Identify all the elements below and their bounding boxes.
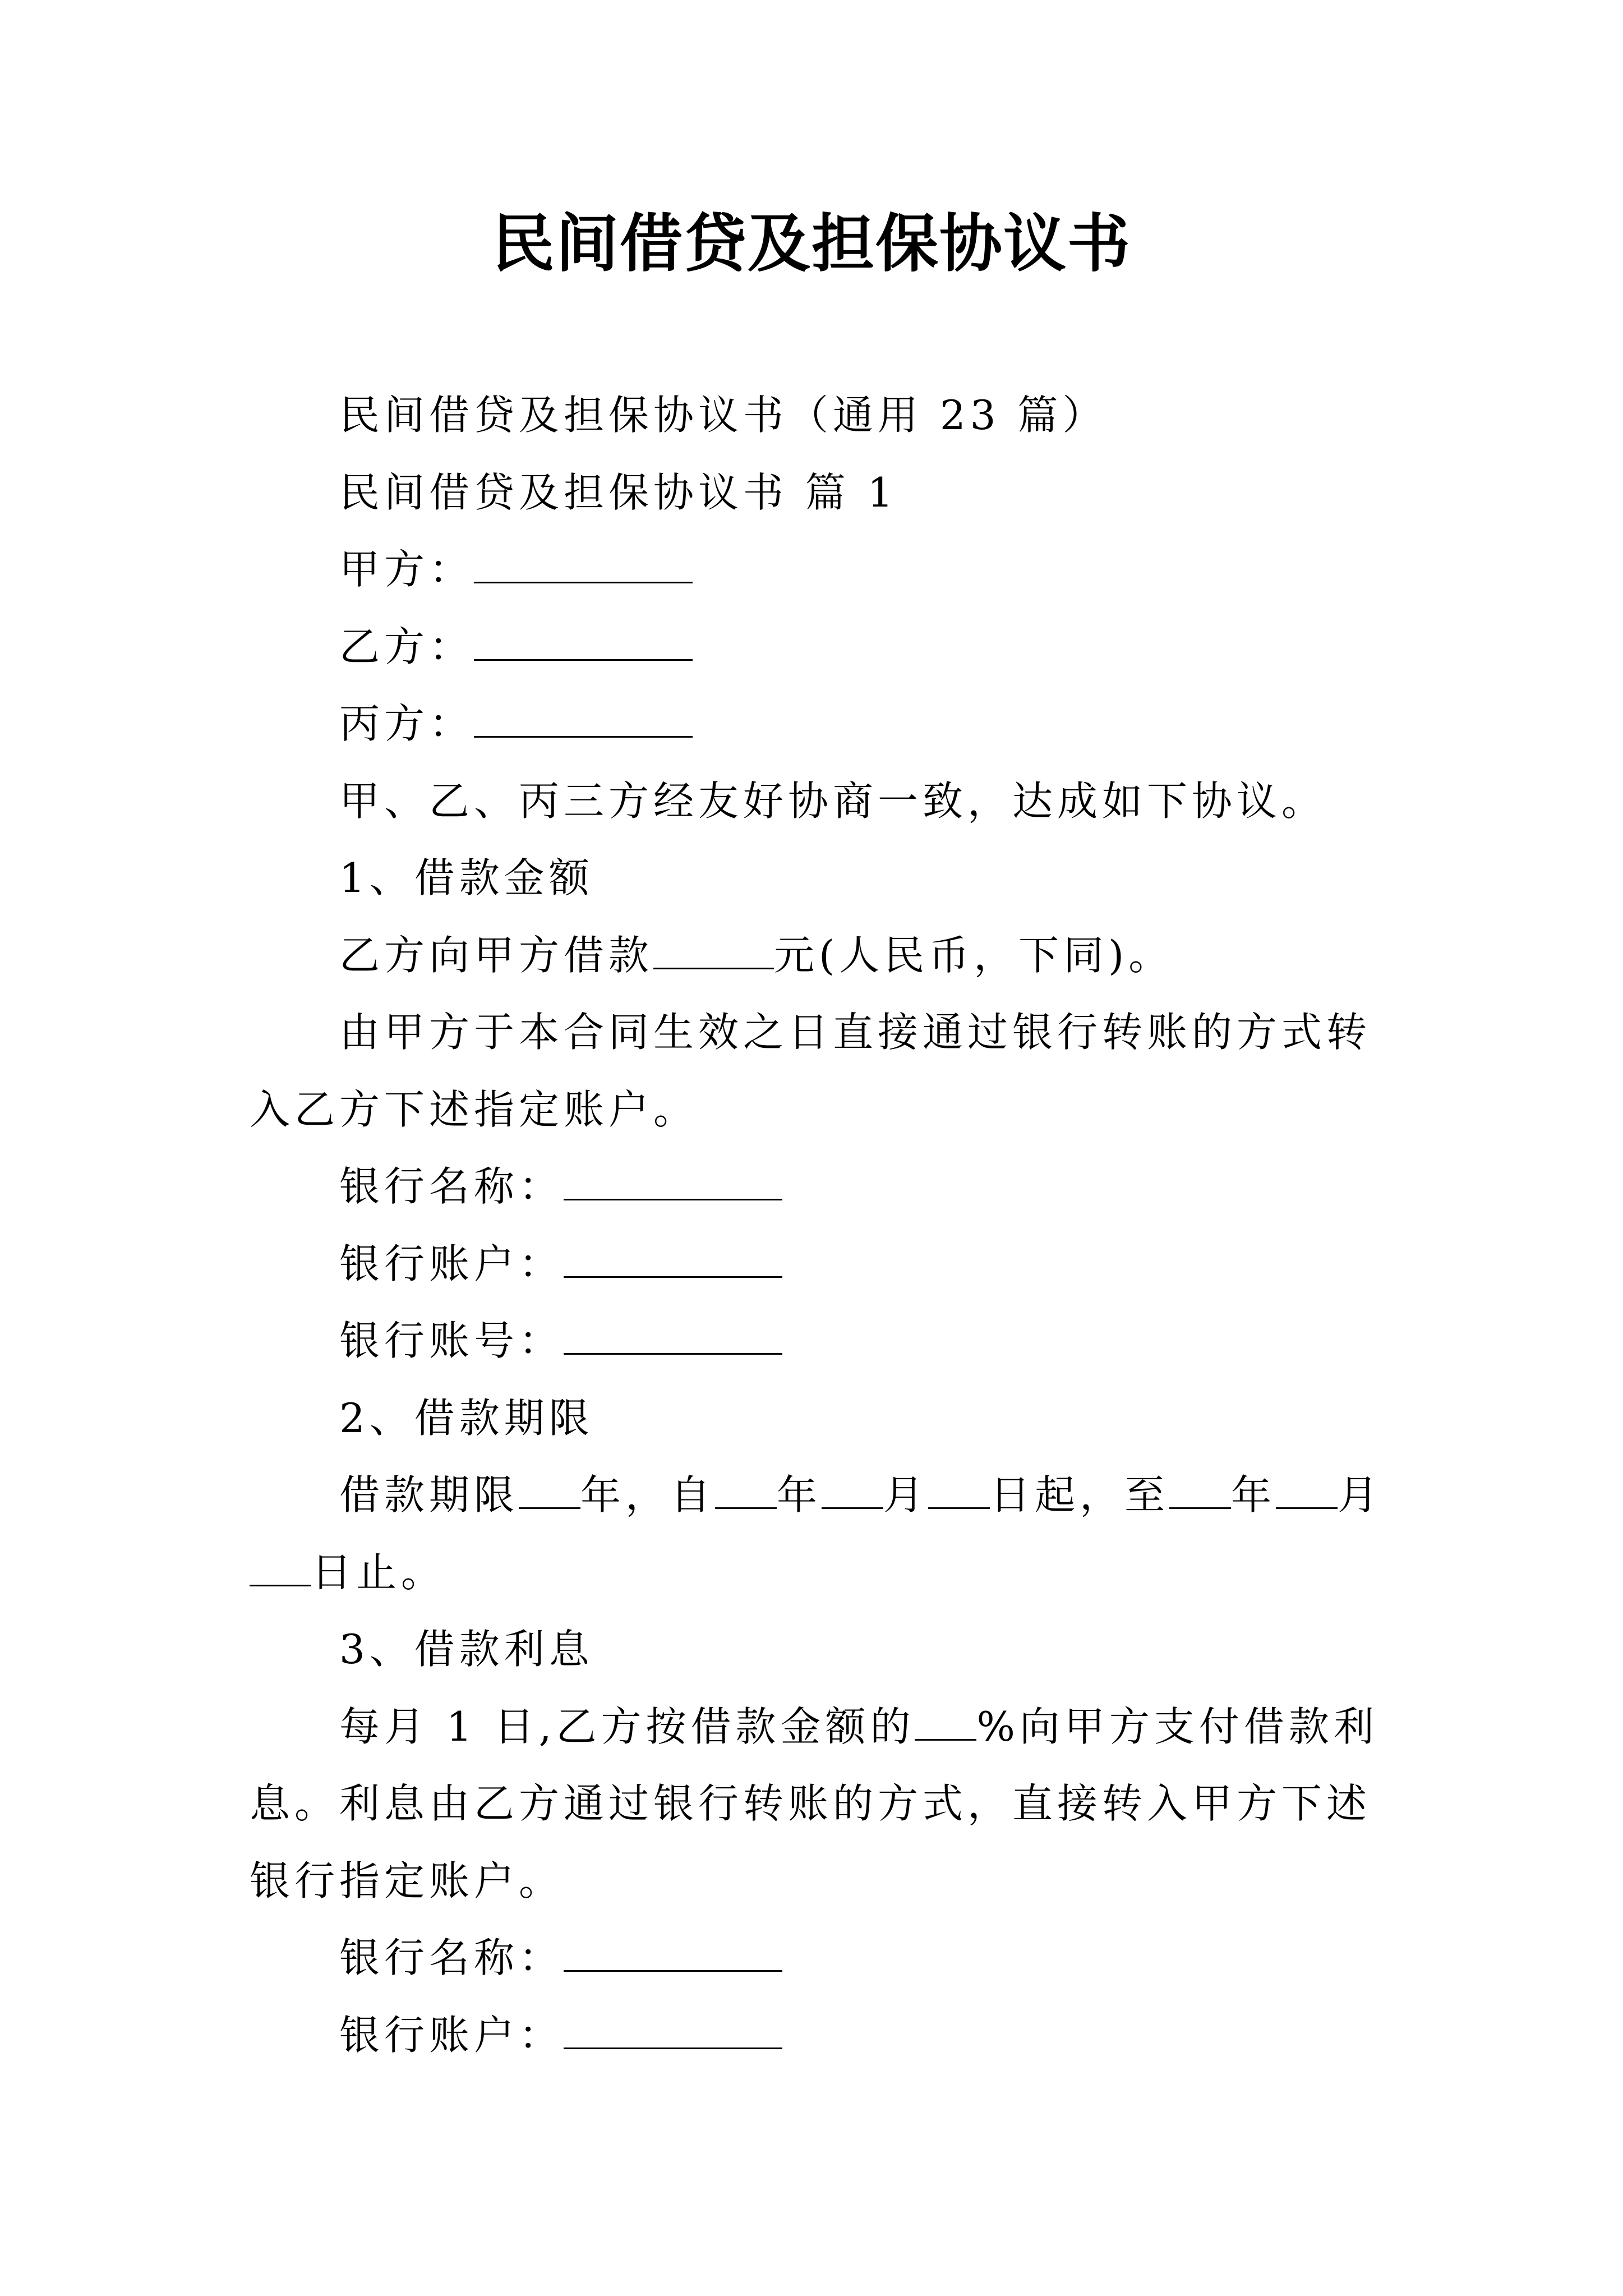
party-b-line [250,609,1385,686]
bank-account-no-line [250,1303,1385,1380]
term-text-5: 日起，至 [990,1471,1170,1519]
bank-name-line-2 [250,1920,1385,1997]
loan-amount-suffix: 元(人民币，下同)。 [774,931,1174,979]
party-a-blank [474,548,693,583]
bank-name-label-2: 银行名称： [339,1934,564,1981]
transfer-paragraph: 由甲方于本合同生效之日直接通过银行转账的方式转入乙方下述指定账户。 [250,1009,1372,1133]
term-text-8: 日止。 [311,1548,446,1596]
loan-amount-blank [653,934,774,969]
term-years-blank [519,1474,580,1509]
bank-account-name-label-2: 银行账户： [339,2011,564,2059]
clause1-heading: 1、借款金额 [339,854,594,901]
bank-account-name-blank-2 [564,2014,782,2049]
loan-term-paragraph [250,1457,1385,1611]
document-body [250,377,1385,2074]
start-year-blank [715,1474,777,1509]
end-year-blank [1169,1474,1231,1509]
term-text-2: 年，自 [580,1471,716,1519]
term-text-6: 年 [1231,1471,1276,1519]
interest-rate-blank [915,1705,976,1741]
document-title: 民间借贷及担保协议书 [492,208,1131,280]
end-day-blank [250,1551,311,1586]
subtitle: 民间借贷及担保协议书（通用 23 篇） [339,392,1108,439]
party-a-line [250,531,1385,609]
bank-name-line [250,1148,1385,1226]
party-c-blank [474,702,693,738]
bank-account-name-line-2 [250,1997,1385,2074]
clause2-heading: 2、借款期限 [339,1394,594,1442]
interest-paragraph [250,1688,1385,1920]
bank-name-blank [564,1165,782,1200]
bank-account-no-blank [564,1319,782,1355]
agreement-intro: 甲、乙、丙三方经友好协商一致，达成如下协议。 [339,777,1327,825]
party-a-label: 甲方： [339,546,474,593]
loan-amount-prefix: 乙方向甲方借款 [339,931,654,979]
party-b-blank [474,625,693,661]
loan-amount-line [250,917,1385,995]
clause3-heading: 3、借款利息 [339,1626,594,1673]
interest-suffix: %向甲方支付借款利息。利息由乙方通过银行转账的方式，直接转入甲方下述银行指定账户。 [250,1703,1378,1904]
start-month-blank [822,1474,883,1509]
bank-name-blank-2 [564,1936,782,1972]
party-c-line [250,685,1385,763]
end-month-blank [1276,1474,1338,1509]
interest-prefix: 每月 1 日,乙方按借款金额的 [339,1703,915,1750]
section-heading: 民间借贷及担保协议书 篇 1 [339,468,898,516]
term-text-3: 年 [777,1471,822,1519]
term-text-4: 月 [883,1471,929,1519]
party-c-label: 丙方： [339,700,474,747]
start-day-blank [928,1474,990,1509]
bank-account-name-label: 银行账户： [339,1240,564,1287]
bank-account-name-line [250,1226,1385,1303]
term-text-7: 月 [1338,1471,1383,1519]
bank-name-label: 银行名称： [339,1163,564,1210]
bank-account-name-blank [564,1243,782,1278]
term-text-1: 借款期限 [339,1471,519,1519]
bank-account-no-label: 银行账号： [339,1317,564,1364]
party-b-label: 乙方： [339,623,474,670]
